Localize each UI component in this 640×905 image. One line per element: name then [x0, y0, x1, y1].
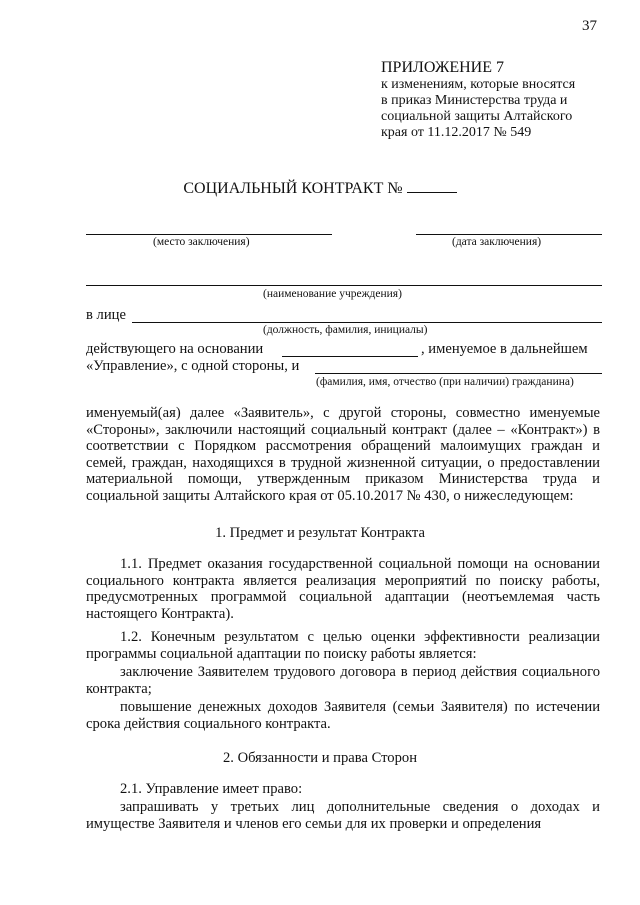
section1-paragraph: повышение денежных доходов Заявителя (семьи Заявителя) по истечении срока действия социального контракта. — [86, 699, 600, 732]
contract-number-blank[interactable] — [407, 192, 457, 193]
appendix-line: к изменениям, которые вносятся — [381, 77, 576, 92]
section1-paragraph: 1.2. Конечным результатом с целью оценки эффективности реализации программы социальной адаптации по поиску работы является: — [86, 629, 600, 662]
basis-line[interactable] — [282, 356, 418, 357]
section2-paragraph: запрашивать у третьих лиц дополнительные сведения о доходах и имуществе Заявителя и членов его семьи для их проверки и определения — [86, 799, 600, 832]
citizen-caption: (фамилия, имя, отчество (при наличии) гражданина) — [316, 376, 574, 388]
appendix-line: в приказ Министерства труда и — [381, 93, 568, 108]
referred-as-label: , именуемое в дальнейшем — [421, 341, 588, 357]
intro-paragraph: именуемый(ая) далее «Заявитель», с другой стороны, совместно именуемые «Стороны», заключили настоящий социальный контракт (далее – «Контракт») в соответствии с Порядком рассмотрения обращений малоимущих граждан и семей, граждан, находящихся в трудной жизненной ситуации, о предоставлении материальной помощи, утвержденным приказом Министерства труда и социальной защиты Алтайского края от 05.10.2017 № 430, о нижеследующем: — [86, 405, 600, 504]
date-line[interactable] — [416, 234, 602, 235]
appendix-line: социальной защиты Алтайского — [381, 109, 573, 124]
place-line[interactable] — [86, 234, 332, 235]
appendix-title: ПРИЛОЖЕНИЕ 7 — [381, 59, 505, 76]
appendix-line: края от 11.12.2017 № 549 — [381, 125, 532, 140]
place-caption: (место заключения) — [153, 236, 250, 248]
section1-heading: 1. Предмет и результат Контракта — [215, 525, 425, 541]
institution-line[interactable] — [86, 285, 602, 286]
contract-title-row — [0, 180, 640, 198]
contract-title: СОЦИАЛЬНЫЙ КОНТРАКТ № — [183, 180, 403, 197]
section2-paragraph: 2.1. Управление имеет право: — [120, 781, 303, 797]
page-number: 37 — [582, 18, 597, 34]
section1-paragraph: 1.1. Предмет оказания государственной социальной помощи на основании социального контракта является реализация мероприятий по поиску работы, предусмотренных программой социальной адаптации (неотъемлемая часть настоящего Контракта). — [86, 556, 600, 622]
appendix-block — [381, 58, 575, 141]
institution-caption: (наименование учреждения) — [263, 288, 402, 300]
management-label: «Управление», с одной стороны, и — [86, 358, 300, 374]
position-caption: (должность, фамилия, инициалы) — [263, 324, 428, 336]
section2-heading: 2. Обязанности и права Сторон — [222, 750, 418, 766]
position-line[interactable] — [132, 322, 602, 323]
acting-basis-label: действующего на основании — [86, 341, 264, 357]
section1-paragraph: заключение Заявителем трудового договора в период действия социального контракта; — [86, 664, 600, 697]
in-person-label: в лице — [86, 307, 126, 323]
citizen-line[interactable] — [315, 373, 602, 374]
date-caption: (дата заключения) — [452, 236, 542, 248]
